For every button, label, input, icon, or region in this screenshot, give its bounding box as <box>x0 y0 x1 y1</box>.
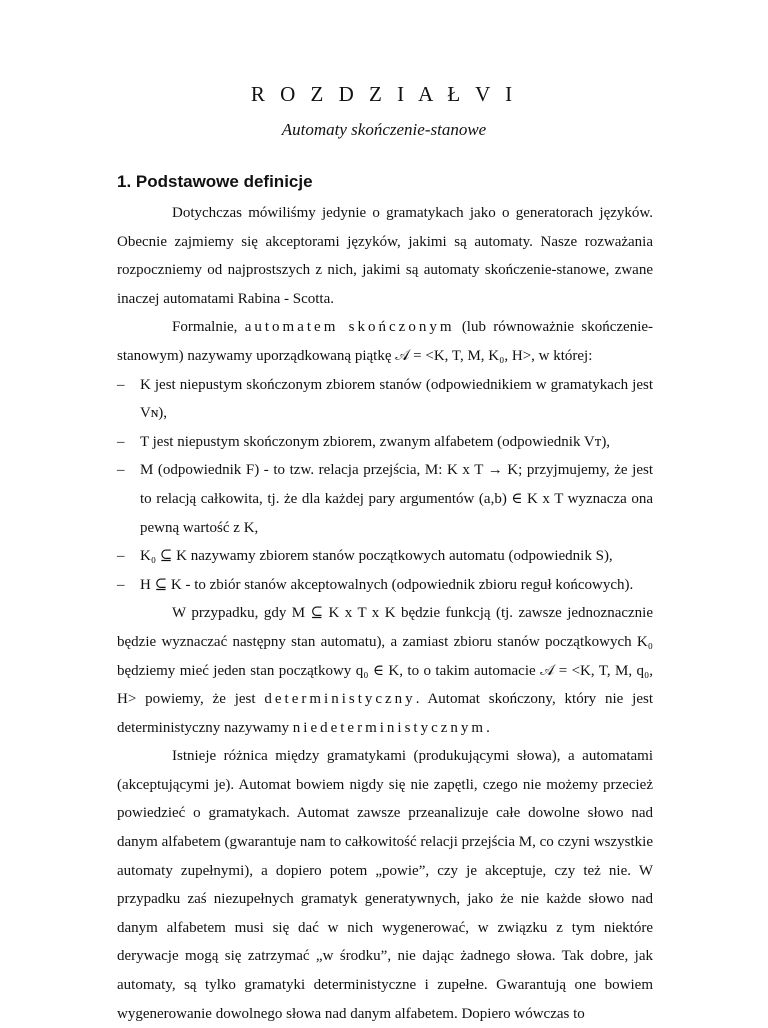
list-item-text: T jest niepustym skończonym zbiorem, zwanym alfabetem (odpowiednik Vᴛ), <box>140 433 611 450</box>
deterministic-end: . <box>486 719 490 736</box>
bullet-marker: – <box>117 548 125 565</box>
bullet-marker: – <box>117 376 125 393</box>
list-item-text: K₀ ⊆ K nazywamy zbiorem stanów początkowych automatu (odpowiednik S), <box>140 548 613 565</box>
definition-lead: Formalnie, <box>172 319 238 336</box>
bullet-marker: – <box>117 433 125 450</box>
deterministic-lead: W przypadku, gdy M ⊆ K x T x K będzie funkcją (tj. zawsze jednoznacznie będzie wyznaczać następny stan automatu), a zamiast zbioru stanów początkowych K₀ będziemy mieć jeden stan początkowy q₀ ∈ K, to o takim automacie 𝒜 = <K, T, M, q₀, H> powiemy, że jest <box>117 605 653 708</box>
definition-list <box>117 371 653 600</box>
list-item <box>117 571 653 600</box>
list-item-text: H ⊆ K - to zbiór stanów akceptowalnych (odpowiednik zbioru reguł końcowych). <box>140 576 634 593</box>
chapter-subtitle: Automaty skończenie-stanowe <box>281 120 487 139</box>
term-deterministic: deterministyczny <box>264 691 416 708</box>
bullet-marker: – <box>117 576 125 593</box>
list-item-text: K jest niepustym skończonym zbiorem stanów (odpowiednikiem w gramatykach jest Vɴ), <box>140 376 653 422</box>
list-item <box>117 456 653 542</box>
definition-rest: (lub równoważnie skończenie-stanowym) nazywamy uporządkowaną piątkę 𝒜 = <K, T, M, K₀, H>, w której: <box>117 319 654 364</box>
paragraph-comparison: Istnieje różnica między gramatykami (produkującymi słowa), a automatami (akceptującymi je). Automat bowiem nigdy się nie zapętli, czego nie możemy przecież powiedzieć o gramatykach. Automat zawsze przeanalizuje całe dowolne słowo nad danym alfabetem (gwarantuje nam to całkowitość relacji przejścia M, co czyni wszystkie automaty zupełnymi), a dopiero potem „powie”, czy je akceptuje, czy też nie. W przypadku zaś niezupełnych gramatyk generatywnych, jako że nie każde słowo nad danym alfabetem musi się dać w nich wygenerować, w związku z tym niektóre derywacje mogą się zatrzymać „w środku”, nie dając żadnego słowa. Tak dobre, jak automaty, są tylko gramatyki deterministyczne i zupełne. Gwarantują one bowiem wygenerowanie dowolnego słowa nad danym alfabetem. Dopiero wówczas to <box>117 748 653 1022</box>
bullet-marker: – <box>117 462 125 479</box>
section-title: 1. Podstawowe definicje <box>117 172 313 191</box>
paragraph-definition <box>117 313 653 370</box>
chapter-heading: R O Z D Z I A Ł V I <box>250 82 518 106</box>
list-item-text: M (odpowiednik F) - to tzw. relacja przejścia, M: K x T → K; przyjmujemy, że jest to relacją całkowita, tj. że dla każdej pary argumentów (a,b) ∈ K x T wyznacza ona pewną wartość z K, <box>140 462 653 536</box>
defined-term: automatem skończonym <box>244 319 455 336</box>
deterministic-mid: . Automat skończony, który nie jest deterministyczny nazywamy <box>117 691 653 736</box>
body-text <box>117 199 653 1028</box>
paragraph-deterministic <box>117 599 653 742</box>
list-item <box>117 428 653 457</box>
term-nondeterministic: niedeterministycznym <box>292 719 487 736</box>
list-item <box>117 542 653 571</box>
paragraph-intro: Dotychczas mówiliśmy jedynie o gramatykach jako o generatorach języków. Obecnie zajmiemy się akceptorami języków, jakimi są automaty. Nasze rozważania rozpoczniemy od najprostszych z nich, jakimi są automaty skończenie-stanowe, zwane inaczej automatami Rabina - Scotta. <box>117 205 653 307</box>
list-item <box>117 371 653 428</box>
